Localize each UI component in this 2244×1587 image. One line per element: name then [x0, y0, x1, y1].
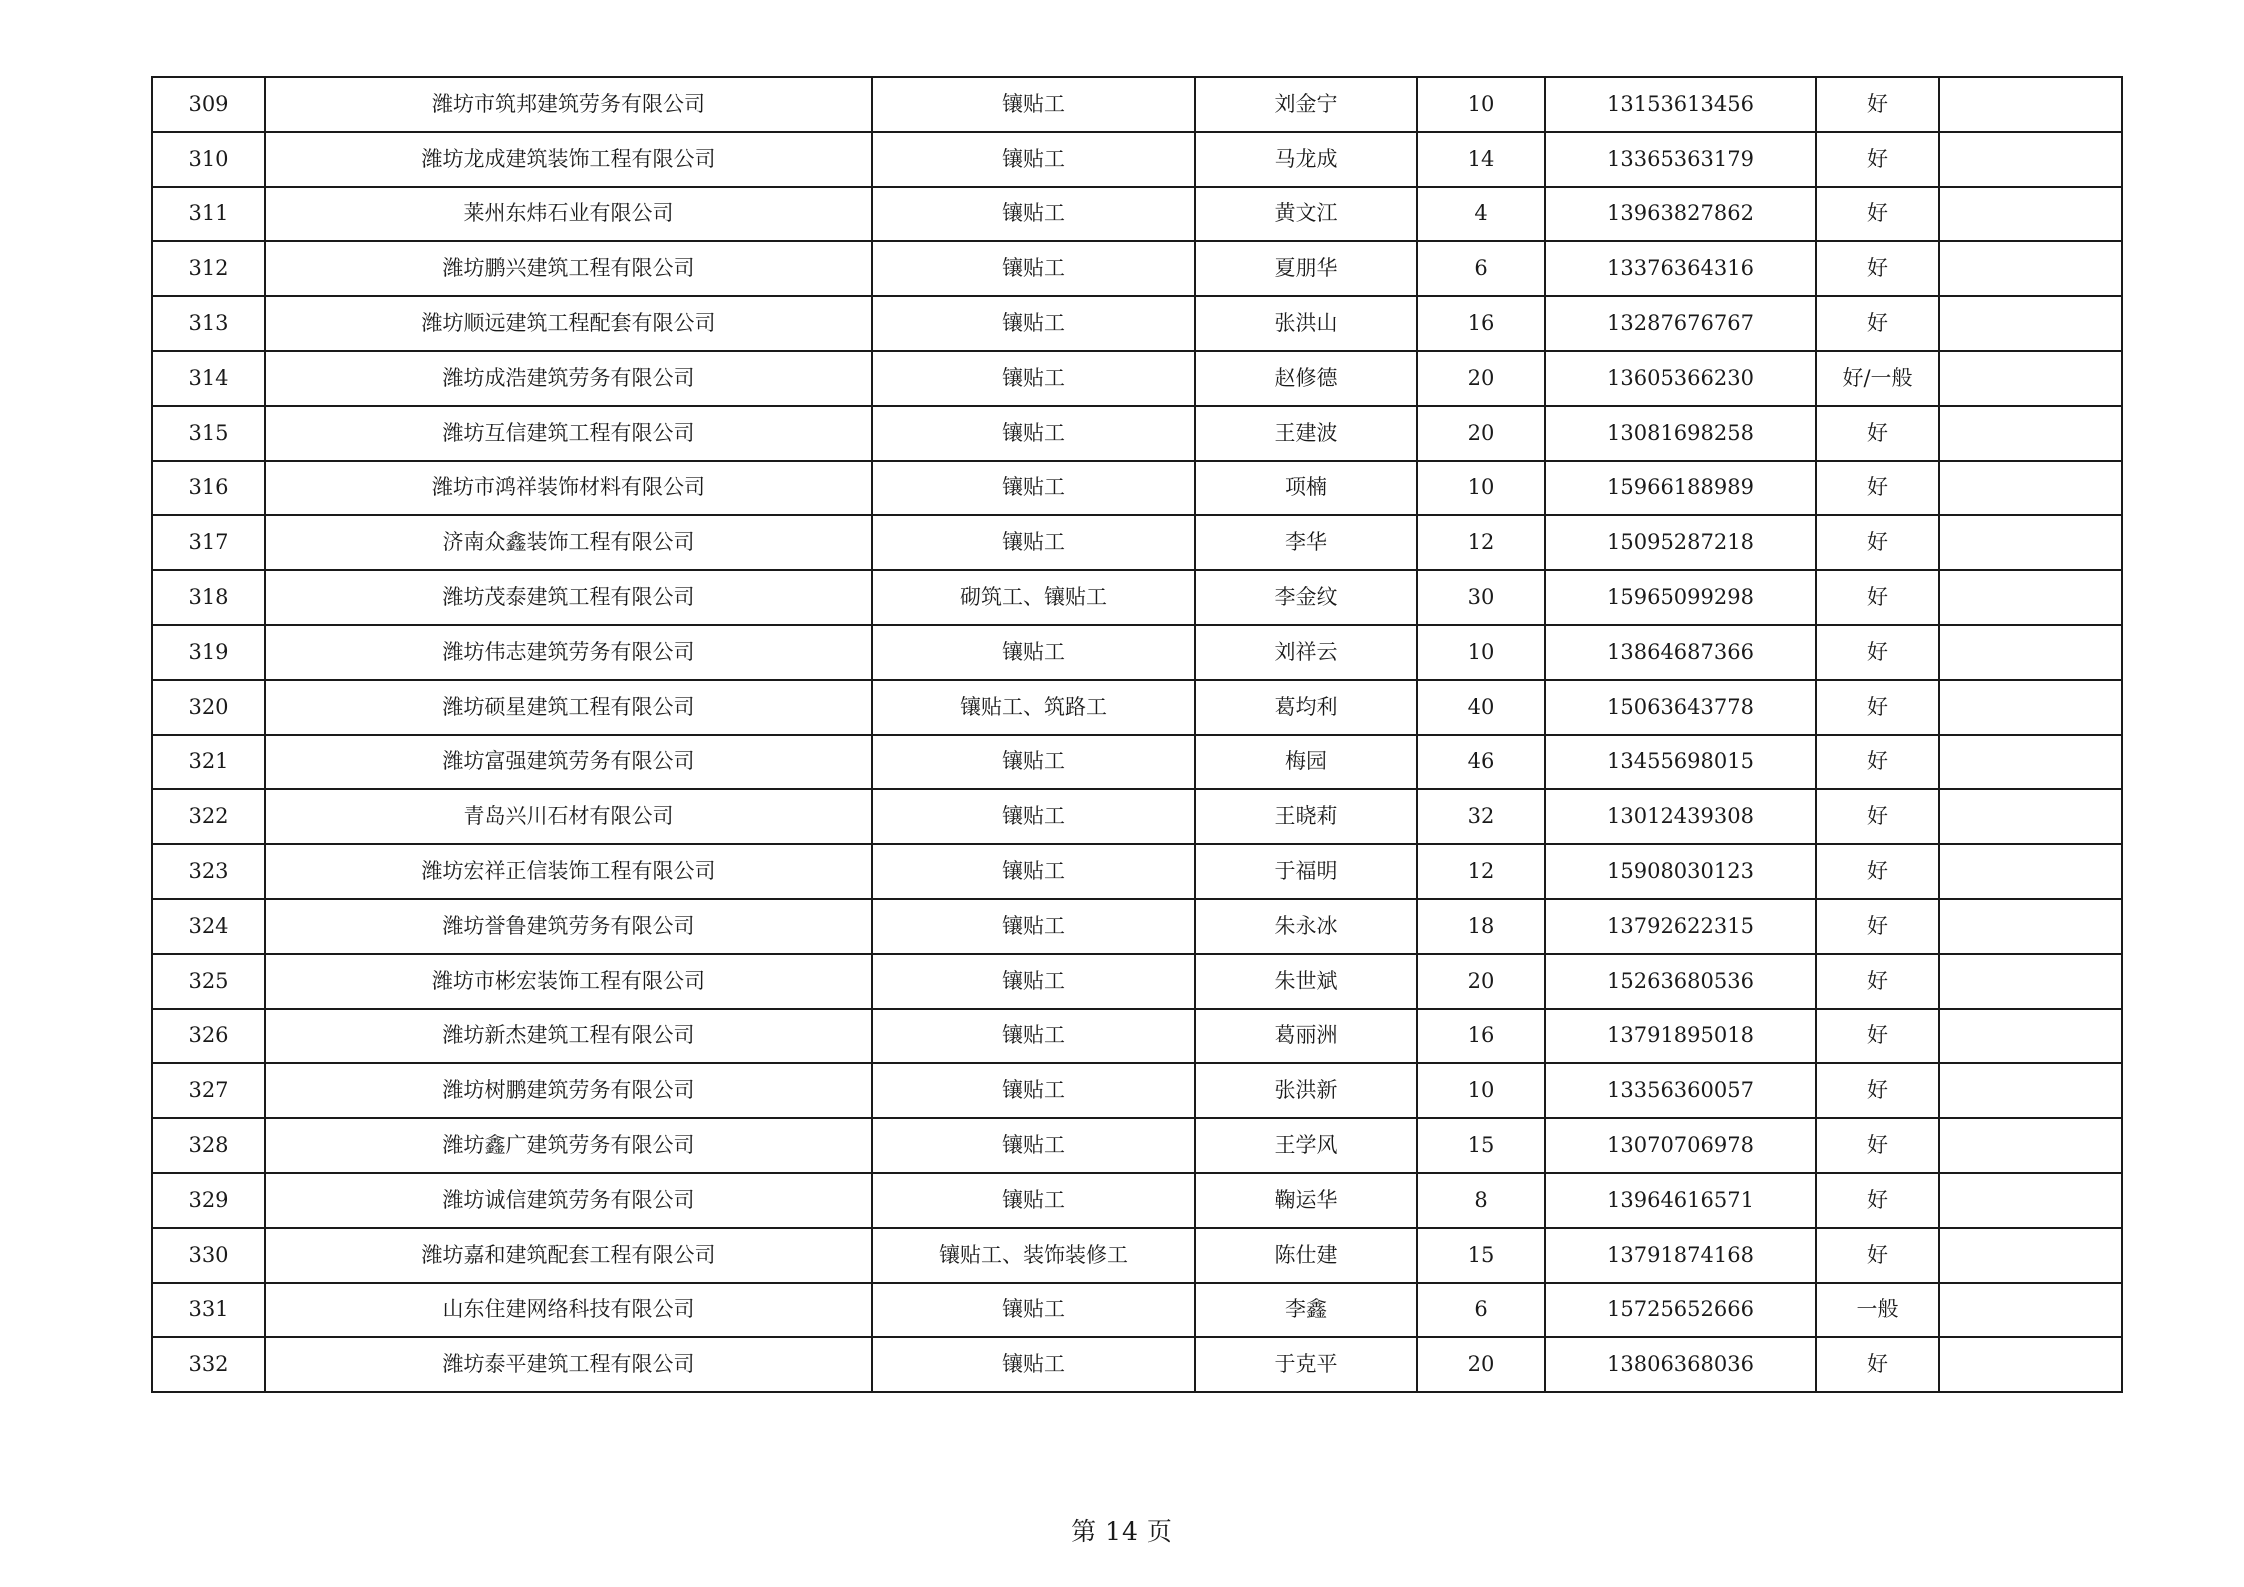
- cell-serial-number: 312: [152, 241, 265, 296]
- cell-serial-number: 310: [152, 132, 265, 187]
- cell-worker-count: 14: [1417, 132, 1545, 187]
- table-row: [152, 461, 2122, 516]
- cell-company-name: 潍坊市鸿祥装饰材料有限公司: [265, 461, 872, 516]
- cell-trade-type: 镶贴工: [872, 241, 1195, 296]
- cell-contact-person: 王晓莉: [1195, 789, 1417, 844]
- cell-contact-person: 葛丽洲: [1195, 1009, 1417, 1064]
- cell-remark: [1939, 1118, 2122, 1173]
- cell-phone-number: 13376364316: [1545, 241, 1816, 296]
- table-row: [152, 1009, 2122, 1064]
- table-row: [152, 1228, 2122, 1283]
- cell-phone-number: 15095287218: [1545, 515, 1816, 570]
- cell-phone-number: 13792622315: [1545, 899, 1816, 954]
- cell-worker-count: 4: [1417, 187, 1545, 242]
- cell-rating: 好: [1816, 570, 1939, 625]
- table-row: [152, 899, 2122, 954]
- cell-trade-type: 镶贴工: [872, 187, 1195, 242]
- cell-rating: 好: [1816, 1063, 1939, 1118]
- cell-company-name: 莱州东炜石业有限公司: [265, 187, 872, 242]
- cell-contact-person: 朱世斌: [1195, 954, 1417, 1009]
- roster-table-container: [151, 76, 2121, 1393]
- cell-rating: 好: [1816, 1118, 1939, 1173]
- cell-remark: [1939, 187, 2122, 242]
- cell-trade-type: 镶贴工: [872, 515, 1195, 570]
- cell-company-name: 潍坊龙成建筑装饰工程有限公司: [265, 132, 872, 187]
- page-number: 14: [1105, 1517, 1139, 1546]
- cell-worker-count: 20: [1417, 1337, 1545, 1392]
- cell-contact-person: 张洪新: [1195, 1063, 1417, 1118]
- table-row: [152, 789, 2122, 844]
- cell-company-name: 潍坊市彬宏装饰工程有限公司: [265, 954, 872, 1009]
- cell-remark: [1939, 1337, 2122, 1392]
- cell-rating: 好: [1816, 132, 1939, 187]
- cell-remark: [1939, 789, 2122, 844]
- table-row: [152, 187, 2122, 242]
- cell-worker-count: 20: [1417, 406, 1545, 461]
- cell-remark: [1939, 1063, 2122, 1118]
- cell-rating: 好: [1816, 899, 1939, 954]
- cell-serial-number: 325: [152, 954, 265, 1009]
- cell-trade-type: 镶贴工: [872, 899, 1195, 954]
- cell-remark: [1939, 132, 2122, 187]
- table-row: [152, 77, 2122, 132]
- table-row: [152, 625, 2122, 680]
- cell-company-name: 潍坊顺远建筑工程配套有限公司: [265, 296, 872, 351]
- cell-rating: 好: [1816, 187, 1939, 242]
- cell-remark: [1939, 1283, 2122, 1338]
- cell-phone-number: 13864687366: [1545, 625, 1816, 680]
- cell-worker-count: 15: [1417, 1228, 1545, 1283]
- cell-rating: 好/一般: [1816, 351, 1939, 406]
- table-row: [152, 680, 2122, 735]
- cell-contact-person: 刘祥云: [1195, 625, 1417, 680]
- table-row: [152, 1337, 2122, 1392]
- cell-trade-type: 镶贴工: [872, 406, 1195, 461]
- cell-remark: [1939, 1228, 2122, 1283]
- cell-contact-person: 李华: [1195, 515, 1417, 570]
- cell-serial-number: 318: [152, 570, 265, 625]
- cell-serial-number: 313: [152, 296, 265, 351]
- cell-worker-count: 6: [1417, 1283, 1545, 1338]
- cell-contact-person: 黄文江: [1195, 187, 1417, 242]
- cell-trade-type: 镶贴工: [872, 844, 1195, 899]
- cell-rating: 好: [1816, 625, 1939, 680]
- roster-table-body: [152, 77, 2122, 1392]
- cell-phone-number: 13012439308: [1545, 789, 1816, 844]
- cell-contact-person: 王建波: [1195, 406, 1417, 461]
- cell-rating: 好: [1816, 241, 1939, 296]
- cell-contact-person: 于克平: [1195, 1337, 1417, 1392]
- cell-serial-number: 324: [152, 899, 265, 954]
- cell-remark: [1939, 899, 2122, 954]
- cell-serial-number: 315: [152, 406, 265, 461]
- cell-phone-number: 15263680536: [1545, 954, 1816, 1009]
- cell-serial-number: 322: [152, 789, 265, 844]
- cell-contact-person: 于福明: [1195, 844, 1417, 899]
- table-row: [152, 735, 2122, 790]
- table-row: [152, 1283, 2122, 1338]
- page-footer-prefix: 第: [1071, 1517, 1098, 1546]
- cell-serial-number: 323: [152, 844, 265, 899]
- cell-remark: [1939, 680, 2122, 735]
- cell-remark: [1939, 77, 2122, 132]
- cell-worker-count: 6: [1417, 241, 1545, 296]
- cell-company-name: 潍坊诚信建筑劳务有限公司: [265, 1173, 872, 1228]
- table-row: [152, 296, 2122, 351]
- cell-remark: [1939, 954, 2122, 1009]
- cell-trade-type: 镶贴工、装饰装修工: [872, 1228, 1195, 1283]
- cell-contact-person: 王学风: [1195, 1118, 1417, 1173]
- cell-rating: 好: [1816, 735, 1939, 790]
- cell-trade-type: 镶贴工: [872, 461, 1195, 516]
- cell-phone-number: 13963827862: [1545, 187, 1816, 242]
- table-row: [152, 406, 2122, 461]
- cell-contact-person: 刘金宁: [1195, 77, 1417, 132]
- table-row: [152, 351, 2122, 406]
- cell-contact-person: 朱永冰: [1195, 899, 1417, 954]
- cell-trade-type: 镶贴工: [872, 789, 1195, 844]
- cell-rating: 好: [1816, 844, 1939, 899]
- cell-remark: [1939, 351, 2122, 406]
- cell-worker-count: 10: [1417, 461, 1545, 516]
- cell-contact-person: 项楠: [1195, 461, 1417, 516]
- cell-worker-count: 10: [1417, 77, 1545, 132]
- cell-trade-type: 镶贴工: [872, 1173, 1195, 1228]
- cell-company-name: 潍坊茂泰建筑工程有限公司: [265, 570, 872, 625]
- table-row: [152, 241, 2122, 296]
- cell-company-name: 潍坊市筑邦建筑劳务有限公司: [265, 77, 872, 132]
- cell-contact-person: 陈仕建: [1195, 1228, 1417, 1283]
- cell-rating: 好: [1816, 680, 1939, 735]
- table-row: [152, 954, 2122, 1009]
- cell-serial-number: 332: [152, 1337, 265, 1392]
- cell-company-name: 潍坊誉鲁建筑劳务有限公司: [265, 899, 872, 954]
- cell-worker-count: 16: [1417, 296, 1545, 351]
- cell-serial-number: 317: [152, 515, 265, 570]
- roster-table: [151, 76, 2123, 1393]
- cell-worker-count: 18: [1417, 899, 1545, 954]
- cell-contact-person: 李金纹: [1195, 570, 1417, 625]
- cell-remark: [1939, 735, 2122, 790]
- cell-remark: [1939, 1009, 2122, 1064]
- cell-contact-person: 李鑫: [1195, 1283, 1417, 1338]
- cell-rating: 好: [1816, 1173, 1939, 1228]
- cell-rating: 好: [1816, 1228, 1939, 1283]
- cell-trade-type: 砌筑工、镶贴工: [872, 570, 1195, 625]
- cell-phone-number: 13455698015: [1545, 735, 1816, 790]
- cell-trade-type: 镶贴工: [872, 351, 1195, 406]
- cell-trade-type: 镶贴工: [872, 1118, 1195, 1173]
- cell-remark: [1939, 406, 2122, 461]
- cell-phone-number: 15725652666: [1545, 1283, 1816, 1338]
- cell-company-name: 山东住建网络科技有限公司: [265, 1283, 872, 1338]
- cell-worker-count: 20: [1417, 351, 1545, 406]
- cell-worker-count: 16: [1417, 1009, 1545, 1064]
- cell-serial-number: 311: [152, 187, 265, 242]
- cell-remark: [1939, 241, 2122, 296]
- cell-phone-number: 15063643778: [1545, 680, 1816, 735]
- cell-serial-number: 316: [152, 461, 265, 516]
- cell-serial-number: 319: [152, 625, 265, 680]
- cell-rating: 好: [1816, 515, 1939, 570]
- cell-contact-person: 葛均利: [1195, 680, 1417, 735]
- cell-remark: [1939, 844, 2122, 899]
- cell-worker-count: 10: [1417, 1063, 1545, 1118]
- cell-phone-number: 13964616571: [1545, 1173, 1816, 1228]
- cell-worker-count: 12: [1417, 515, 1545, 570]
- cell-rating: 好: [1816, 296, 1939, 351]
- cell-trade-type: 镶贴工: [872, 296, 1195, 351]
- cell-worker-count: 32: [1417, 789, 1545, 844]
- cell-phone-number: 13791895018: [1545, 1009, 1816, 1064]
- cell-company-name: 潍坊鑫广建筑劳务有限公司: [265, 1118, 872, 1173]
- cell-contact-person: 赵修德: [1195, 351, 1417, 406]
- cell-worker-count: 8: [1417, 1173, 1545, 1228]
- table-row: [152, 1118, 2122, 1173]
- cell-phone-number: 13287676767: [1545, 296, 1816, 351]
- cell-serial-number: 314: [152, 351, 265, 406]
- cell-serial-number: 328: [152, 1118, 265, 1173]
- cell-company-name: 济南众鑫装饰工程有限公司: [265, 515, 872, 570]
- cell-serial-number: 327: [152, 1063, 265, 1118]
- cell-rating: 好: [1816, 1337, 1939, 1392]
- cell-company-name: 青岛兴川石材有限公司: [265, 789, 872, 844]
- cell-rating: 好: [1816, 789, 1939, 844]
- table-row: [152, 1063, 2122, 1118]
- cell-remark: [1939, 625, 2122, 680]
- cell-company-name: 潍坊泰平建筑工程有限公司: [265, 1337, 872, 1392]
- cell-phone-number: 15965099298: [1545, 570, 1816, 625]
- cell-trade-type: 镶贴工: [872, 1009, 1195, 1064]
- cell-worker-count: 10: [1417, 625, 1545, 680]
- cell-serial-number: 331: [152, 1283, 265, 1338]
- page-footer-suffix: 页: [1146, 1517, 1173, 1546]
- cell-phone-number: 13070706978: [1545, 1118, 1816, 1173]
- cell-trade-type: 镶贴工: [872, 735, 1195, 790]
- cell-trade-type: 镶贴工: [872, 625, 1195, 680]
- cell-company-name: 潍坊鹏兴建筑工程有限公司: [265, 241, 872, 296]
- cell-remark: [1939, 570, 2122, 625]
- cell-worker-count: 46: [1417, 735, 1545, 790]
- cell-worker-count: 12: [1417, 844, 1545, 899]
- table-row: [152, 844, 2122, 899]
- cell-worker-count: 20: [1417, 954, 1545, 1009]
- cell-phone-number: 13365363179: [1545, 132, 1816, 187]
- cell-trade-type: 镶贴工: [872, 77, 1195, 132]
- table-row: [152, 515, 2122, 570]
- cell-serial-number: 329: [152, 1173, 265, 1228]
- cell-serial-number: 320: [152, 680, 265, 735]
- cell-company-name: 潍坊成浩建筑劳务有限公司: [265, 351, 872, 406]
- cell-contact-person: 夏朋华: [1195, 241, 1417, 296]
- cell-trade-type: 镶贴工: [872, 1337, 1195, 1392]
- cell-worker-count: 40: [1417, 680, 1545, 735]
- cell-rating: 好: [1816, 461, 1939, 516]
- cell-company-name: 潍坊互信建筑工程有限公司: [265, 406, 872, 461]
- cell-serial-number: 330: [152, 1228, 265, 1283]
- page-footer: [0, 1512, 2244, 1548]
- cell-remark: [1939, 1173, 2122, 1228]
- cell-company-name: 潍坊宏祥正信装饰工程有限公司: [265, 844, 872, 899]
- cell-contact-person: 梅园: [1195, 735, 1417, 790]
- cell-rating: 好: [1816, 1009, 1939, 1064]
- cell-phone-number: 13791874168: [1545, 1228, 1816, 1283]
- cell-remark: [1939, 296, 2122, 351]
- cell-trade-type: 镶贴工: [872, 954, 1195, 1009]
- cell-phone-number: 15908030123: [1545, 844, 1816, 899]
- cell-contact-person: 张洪山: [1195, 296, 1417, 351]
- cell-serial-number: 309: [152, 77, 265, 132]
- cell-trade-type: 镶贴工、筑路工: [872, 680, 1195, 735]
- cell-rating: 好: [1816, 954, 1939, 1009]
- cell-phone-number: 15966188989: [1545, 461, 1816, 516]
- table-row: [152, 1173, 2122, 1228]
- cell-company-name: 潍坊硕星建筑工程有限公司: [265, 680, 872, 735]
- cell-contact-person: 鞠运华: [1195, 1173, 1417, 1228]
- cell-phone-number: 13605366230: [1545, 351, 1816, 406]
- table-row: [152, 132, 2122, 187]
- cell-worker-count: 15: [1417, 1118, 1545, 1173]
- table-row: [152, 570, 2122, 625]
- cell-serial-number: 321: [152, 735, 265, 790]
- cell-phone-number: 13153613456: [1545, 77, 1816, 132]
- cell-rating: 好: [1816, 77, 1939, 132]
- cell-company-name: 潍坊伟志建筑劳务有限公司: [265, 625, 872, 680]
- cell-company-name: 潍坊嘉和建筑配套工程有限公司: [265, 1228, 872, 1283]
- cell-rating: 一般: [1816, 1283, 1939, 1338]
- cell-trade-type: 镶贴工: [872, 1283, 1195, 1338]
- cell-company-name: 潍坊新杰建筑工程有限公司: [265, 1009, 872, 1064]
- cell-contact-person: 马龙成: [1195, 132, 1417, 187]
- cell-trade-type: 镶贴工: [872, 1063, 1195, 1118]
- cell-remark: [1939, 515, 2122, 570]
- cell-phone-number: 13356360057: [1545, 1063, 1816, 1118]
- cell-company-name: 潍坊树鹏建筑劳务有限公司: [265, 1063, 872, 1118]
- cell-rating: 好: [1816, 406, 1939, 461]
- cell-trade-type: 镶贴工: [872, 132, 1195, 187]
- cell-phone-number: 13081698258: [1545, 406, 1816, 461]
- cell-remark: [1939, 461, 2122, 516]
- cell-serial-number: 326: [152, 1009, 265, 1064]
- cell-company-name: 潍坊富强建筑劳务有限公司: [265, 735, 872, 790]
- cell-worker-count: 30: [1417, 570, 1545, 625]
- cell-phone-number: 13806368036: [1545, 1337, 1816, 1392]
